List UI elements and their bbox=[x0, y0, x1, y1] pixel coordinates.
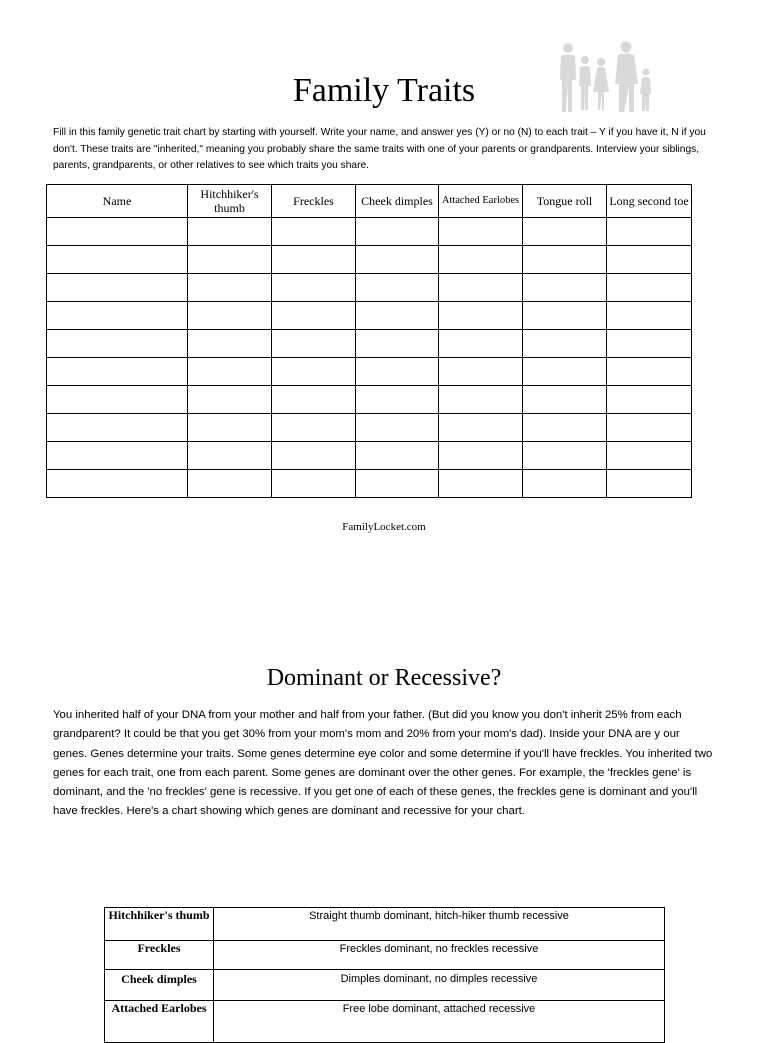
table-cell[interactable] bbox=[47, 414, 188, 442]
table-cell[interactable] bbox=[47, 470, 188, 498]
header-long-second-toe: Long second toe bbox=[607, 185, 692, 218]
table-cell[interactable] bbox=[439, 274, 523, 302]
trait-label: Freckles bbox=[105, 941, 214, 970]
table-cell[interactable] bbox=[188, 330, 272, 358]
trait-description: Dimples dominant, no dimples recessive bbox=[214, 970, 665, 1001]
trait-description: Free lobe dominant, attached recessive bbox=[214, 1001, 665, 1043]
table-cell[interactable] bbox=[523, 414, 607, 442]
table-cell[interactable] bbox=[523, 358, 607, 386]
table-row bbox=[47, 386, 692, 414]
table-cell[interactable] bbox=[188, 442, 272, 470]
table-row bbox=[47, 470, 692, 498]
table-header-row bbox=[47, 185, 692, 218]
table-cell[interactable] bbox=[607, 386, 692, 414]
table-cell[interactable] bbox=[607, 442, 692, 470]
header-attached-earlobes: Attached Earlobes bbox=[439, 185, 523, 218]
table-cell[interactable] bbox=[188, 358, 272, 386]
table-cell[interactable] bbox=[523, 218, 607, 246]
table-cell[interactable] bbox=[188, 246, 272, 274]
table-cell[interactable] bbox=[439, 414, 523, 442]
table-row bbox=[105, 908, 665, 941]
table-cell[interactable] bbox=[523, 274, 607, 302]
table-row bbox=[105, 970, 665, 1001]
table-row bbox=[47, 274, 692, 302]
table-cell[interactable] bbox=[188, 414, 272, 442]
trait-label: Cheek dimples bbox=[105, 970, 214, 1001]
table-cell[interactable] bbox=[47, 358, 188, 386]
table-cell[interactable] bbox=[356, 330, 439, 358]
table-cell[interactable] bbox=[607, 218, 692, 246]
table-cell[interactable] bbox=[439, 246, 523, 274]
table-cell[interactable] bbox=[607, 414, 692, 442]
table-cell[interactable] bbox=[272, 442, 356, 470]
table-cell[interactable] bbox=[523, 330, 607, 358]
table-cell[interactable] bbox=[523, 302, 607, 330]
table-cell[interactable] bbox=[47, 218, 188, 246]
table-cell[interactable] bbox=[188, 470, 272, 498]
header-name: Name bbox=[47, 185, 188, 218]
table-cell[interactable] bbox=[272, 330, 356, 358]
header-cheek-dimples: Cheek dimples bbox=[356, 185, 439, 218]
footer-source: FamilyLocket.com bbox=[342, 521, 426, 533]
table-cell[interactable] bbox=[607, 302, 692, 330]
table-cell[interactable] bbox=[188, 218, 272, 246]
table-cell[interactable] bbox=[272, 218, 356, 246]
table-cell[interactable] bbox=[356, 246, 439, 274]
table-cell[interactable] bbox=[439, 218, 523, 246]
table-cell[interactable] bbox=[607, 330, 692, 358]
table-cell[interactable] bbox=[607, 246, 692, 274]
table-cell[interactable] bbox=[439, 470, 523, 498]
header-hitchhikers-thumb: Hitchhiker's thumb bbox=[188, 185, 272, 218]
table-row bbox=[105, 941, 665, 970]
table-cell[interactable] bbox=[439, 330, 523, 358]
table-cell[interactable] bbox=[272, 414, 356, 442]
table-cell[interactable] bbox=[356, 358, 439, 386]
table-cell[interactable] bbox=[272, 246, 356, 274]
table-cell[interactable] bbox=[272, 470, 356, 498]
table-cell[interactable] bbox=[607, 470, 692, 498]
table-cell[interactable] bbox=[439, 302, 523, 330]
table-cell[interactable] bbox=[523, 246, 607, 274]
table-cell[interactable] bbox=[439, 386, 523, 414]
table-cell[interactable] bbox=[356, 302, 439, 330]
table-cell[interactable] bbox=[356, 274, 439, 302]
table-cell[interactable] bbox=[47, 442, 188, 470]
table-cell[interactable] bbox=[272, 302, 356, 330]
table-cell[interactable] bbox=[47, 246, 188, 274]
table-cell[interactable] bbox=[356, 218, 439, 246]
table-cell[interactable] bbox=[607, 358, 692, 386]
table-row bbox=[47, 218, 692, 246]
table-cell[interactable] bbox=[188, 274, 272, 302]
table-cell[interactable] bbox=[439, 442, 523, 470]
table-cell[interactable] bbox=[439, 358, 523, 386]
header-tongue-roll: Tongue roll bbox=[523, 185, 607, 218]
table-cell[interactable] bbox=[272, 386, 356, 414]
table-cell[interactable] bbox=[607, 274, 692, 302]
trait-description: Straight thumb dominant, hitch-hiker thumb recessive bbox=[214, 908, 665, 941]
table-cell[interactable] bbox=[47, 302, 188, 330]
table-cell[interactable] bbox=[523, 386, 607, 414]
trait-label: Hitchhiker's thumb bbox=[105, 908, 214, 941]
table-row bbox=[47, 330, 692, 358]
table-cell[interactable] bbox=[47, 330, 188, 358]
traits-table bbox=[46, 184, 692, 498]
table-cell[interactable] bbox=[272, 358, 356, 386]
trait-label: Attached Earlobes bbox=[105, 1001, 214, 1043]
table-cell[interactable] bbox=[47, 386, 188, 414]
table-cell[interactable] bbox=[356, 386, 439, 414]
table-row bbox=[47, 302, 692, 330]
table-cell[interactable] bbox=[188, 302, 272, 330]
section-title: Dominant or Recessive? bbox=[266, 665, 502, 691]
table-cell[interactable] bbox=[272, 274, 356, 302]
table-cell[interactable] bbox=[523, 470, 607, 498]
table-row bbox=[47, 442, 692, 470]
table-cell[interactable] bbox=[356, 470, 439, 498]
table-row bbox=[47, 414, 692, 442]
explanation-paragraph: You inherited half of your DNA from your mother and half from your father. (But did you know you don't inherit 25% from each grandparent? It could be that you get 30% from your mom's mom and 20% from your mom's dad). Inside your DNA are y our genes. Genes determine your traits. Some genes determine eye color and some determine if you'll have freckles. You inherited two genes for each trait, one from each parent. Some genes are dominant over the other genes. For example, the 'freckles gene' is dominant, and the 'no freckles' gene is recessive. If you get one of each of these genes, the freckles gene is dominant and you'll have freckles. Here's a chart showing which genes are dominant and recessive for your chart. bbox=[53, 709, 713, 818]
table-cell[interactable] bbox=[47, 274, 188, 302]
table-cell[interactable] bbox=[356, 442, 439, 470]
table-cell[interactable] bbox=[356, 414, 439, 442]
header-freckles: Freckles bbox=[272, 185, 356, 218]
table-cell[interactable] bbox=[523, 442, 607, 470]
table-row bbox=[47, 358, 692, 386]
dominance-table bbox=[104, 907, 665, 1043]
table-cell[interactable] bbox=[188, 386, 272, 414]
table-row bbox=[47, 246, 692, 274]
trait-description: Freckles dominant, no freckles recessive bbox=[214, 941, 665, 970]
page-title: Family Traits bbox=[292, 72, 476, 109]
table-row bbox=[105, 1001, 665, 1043]
intro-text: Fill in this family genetic trait chart by starting with yourself. Write your name, and answer yes (Y) or no (N) to each trait – Y if you have it, N if you don't. These traits are "inherited," meaning you probably share the same traits with one of your parents or grandparents. Interview your siblings, parents, grandparents, or other relatives to see which traits you share. bbox=[53, 127, 706, 171]
